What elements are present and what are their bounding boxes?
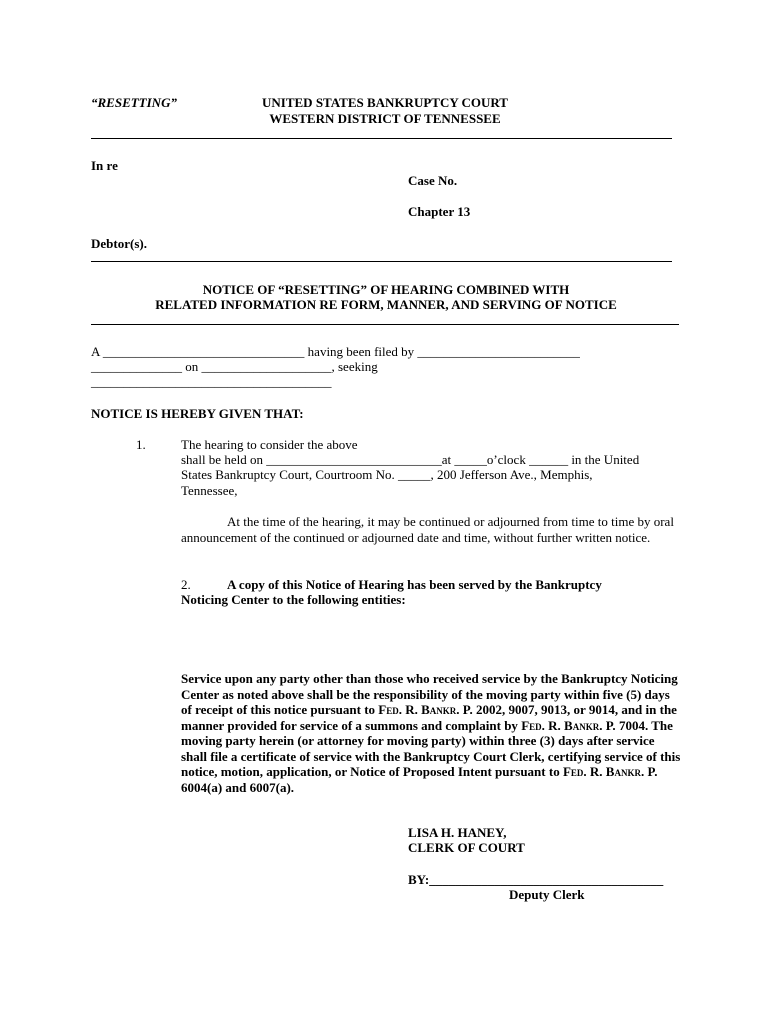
clerk-name: LISA H. HANEY, [408,825,507,840]
court-district: WESTERN DISTRICT OF TENNESSEE [269,111,501,126]
motion-line-1: A _______________________________ having been filed by _________________________ [91,344,580,359]
item-1-line-3: States Bankruptcy Court, Courtroom No. _____, 200 Jefferson Ave., Memphis, [181,467,593,482]
debtors-label: Debtor(s). [91,236,147,251]
signature-line: BY:____________________________________ [408,872,664,887]
chapter-label: Chapter 13 [408,204,471,219]
rule-citation-2: Fed. R. Bankr. P. [521,717,616,733]
caption-divider [91,261,672,262]
service-text-3: 7004. The moving party herein (or attorney for moving party) within three (3) days after service shall file a certificate of service with the Bankruptcy Court Clerk, certifying service of this notice, motion, application, or Notice of Proposed Intent pursuant to [181,717,681,779]
notice-title-line2: RELATED INFORMATION RE FORM, MANNER, AND SERVING OF NOTICE [155,297,617,312]
motion-line-2: ______________ on ____________________, seeking [91,359,378,374]
notice-heading: NOTICE IS HEREBY GIVEN THAT: [91,406,304,421]
item-2-number: 2. [181,577,191,592]
notice-title-line1: NOTICE OF “RESETTING” OF HEARING COMBINED WITH [202,282,570,297]
item-2-line-2: Noticing Center to the following entities: [181,592,406,607]
rule-citation-3: Fed. R. Bankr. P. [562,764,658,779]
item-1-line-4: Tennessee, [181,483,238,498]
service-text-4: 6004(a) and 6007(a). [181,779,295,795]
continuance-paragraph: At the time of the hearing, it may be continued or adjourned from time to time by oral announcement of the continued or adjourned date and time, without further written notice. [181,514,674,545]
item-1-line-1: The hearing to consider the above [181,437,358,452]
item-2-line-1: A copy of this Notice of Hearing has been served by the Bankruptcy [227,577,602,592]
resetting-tag: “RESETTING” [91,95,177,110]
service-text-2: 2002, 9007, 9013, or 9014, and in the manner provided for service of a summons and complaint by [181,702,677,733]
court-name: UNITED STATES BANKRUPTCY COURT [262,95,508,110]
item-1-line-2: shall be held on ___________________________at _____o’clock ______ in the United [181,452,640,467]
service-paragraph [181,671,681,795]
header-divider [91,138,672,139]
rule-citation-1: Fed. R. Bankr. P. [378,702,473,717]
item-1-number: 1. [136,437,146,452]
service-text-1: Service upon any party other than those who received service by the Bankruptcy Noticing Center as noted above shall be the responsibility of the moving party within five (5) days of receipt of this notice pursuant to [181,671,678,717]
deputy-clerk-label: Deputy Clerk [509,887,585,902]
title-divider [91,324,679,325]
clerk-title: CLERK OF COURT [408,840,525,855]
motion-line-3: _____________________________________ [91,374,332,389]
in-re-label: In re [91,158,118,173]
case-number-label: Case No. [408,173,458,188]
